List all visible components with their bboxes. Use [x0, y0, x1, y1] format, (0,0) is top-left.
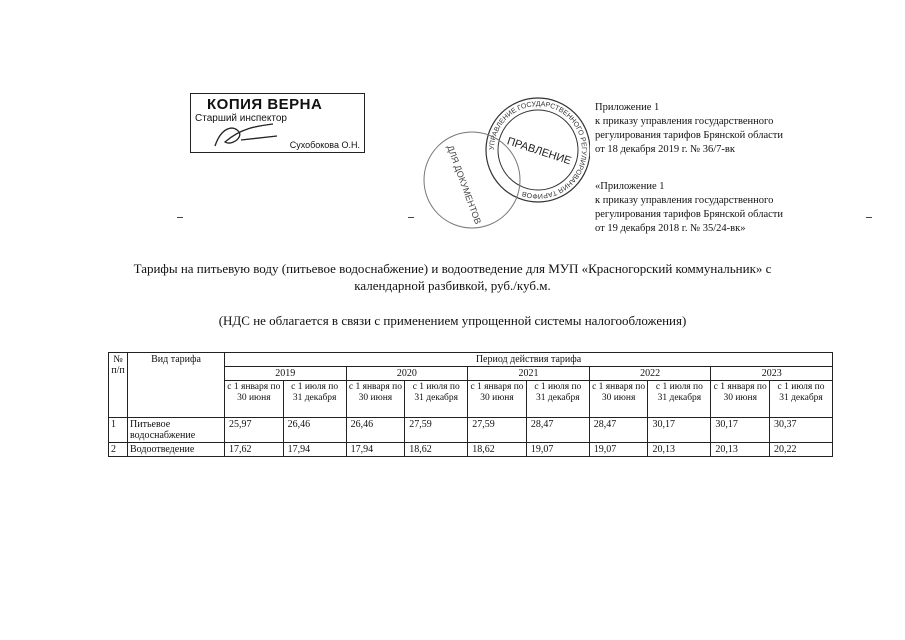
- header-half-first: с 1 января по 30 июня: [468, 381, 527, 418]
- tariff-value: 17,94: [283, 443, 346, 457]
- table-row: [109, 443, 833, 457]
- appendix-line: к приказу управления государственного: [595, 195, 774, 206]
- header-half-first: с 1 января по 30 июня: [711, 381, 770, 418]
- appendix-line: регулирования тарифов Брянской области: [595, 130, 783, 141]
- header-half-first: с 1 января по 30 июня: [225, 381, 284, 418]
- tariff-value: 28,47: [526, 418, 589, 443]
- tariff-value: 27,59: [405, 418, 468, 443]
- title-line-1: Тарифы на питьевую воду (питьевое водоснабжение) и водоотведение для МУП «Красногорский коммунальник» с: [133, 261, 772, 276]
- appendix-line: от 19 декабря 2018 г. № 35/24-вк»: [595, 223, 746, 234]
- appendix-line: Приложение 1: [595, 102, 660, 113]
- row-no: 2: [109, 443, 128, 457]
- tariff-value: 26,46: [346, 418, 405, 443]
- title-line-2: календарной разбивкой, руб./куб.м.: [354, 278, 551, 293]
- header-year: 2021: [468, 367, 590, 381]
- header-half-second: с 1 июля по 31 декабря: [770, 381, 833, 418]
- scan-mark: [177, 217, 183, 218]
- seal-ring-text: УПРАВЛЕНИЕ ГОСУДАРСТВЕННОГО РЕГУЛИРОВАНИЯ ТАРИФОВ: [488, 100, 588, 200]
- header-year: 2022: [589, 367, 711, 381]
- tariff-table: [108, 352, 833, 457]
- header-year: 2020: [346, 367, 468, 381]
- tariff-value: 28,47: [589, 418, 648, 443]
- appendix-line: к приказу управления государственного: [595, 116, 774, 127]
- header-period: Период действия тарифа: [225, 353, 833, 367]
- tariff-value: 30,37: [770, 418, 833, 443]
- header-half-second: с 1 июля по 31 декабря: [648, 381, 711, 418]
- tariff-value: 30,17: [711, 418, 770, 443]
- scan-mark: [408, 217, 414, 218]
- tariff-value: 20,13: [711, 443, 770, 457]
- header-half-first: с 1 января по 30 июня: [589, 381, 648, 418]
- header-year: 2019: [225, 367, 347, 381]
- tariff-value: 27,59: [468, 418, 527, 443]
- copy-certified-stamp: [190, 93, 365, 153]
- tariff-value: 20,13: [648, 443, 711, 457]
- seal-side-word: ДЛЯ ДОКУМЕНТОВ: [445, 143, 484, 226]
- scan-mark: [866, 217, 872, 218]
- tariff-value: 17,94: [346, 443, 405, 457]
- document-title: [80, 260, 825, 294]
- appendix-line: регулирования тарифов Брянской области: [595, 209, 783, 220]
- appendix-current: [595, 101, 783, 157]
- row-type: Водоотведение: [128, 443, 225, 457]
- appendix-line: «Приложение 1: [595, 181, 665, 192]
- appendix-line: от 18 декабря 2019 г. № 36/7-вк: [595, 144, 735, 155]
- tariff-value: 20,22: [770, 443, 833, 457]
- appendix-previous: [595, 180, 783, 236]
- header-half-second: с 1 июля по 31 декабря: [405, 381, 468, 418]
- tariff-value: 19,07: [589, 443, 648, 457]
- stamp-title: КОПИЯ ВЕРНА: [207, 96, 323, 113]
- official-seal-icon: [410, 62, 590, 232]
- header-no: № п/п: [109, 353, 128, 418]
- stamp-name: Сухобокова О.Н.: [289, 140, 360, 150]
- vat-note: (НДС не облагается в связи с применением упрощенной системы налогообложения): [218, 313, 687, 328]
- stamp-role: Старший инспектор: [195, 113, 287, 124]
- header-year: 2023: [711, 367, 833, 381]
- row-no: 1: [109, 418, 128, 443]
- tariff-value: 25,97: [225, 418, 284, 443]
- header-type: Вид тарифа: [128, 353, 225, 418]
- tariff-value: 18,62: [468, 443, 527, 457]
- signature-icon: [211, 118, 281, 152]
- seal-center-word: ПРАВЛЕНИЕ: [505, 135, 573, 168]
- tariff-value: 19,07: [526, 443, 589, 457]
- header-half-first: с 1 января по 30 июня: [346, 381, 405, 418]
- header-half-second: с 1 июля по 31 декабря: [283, 381, 346, 418]
- table-row: [109, 418, 833, 443]
- tariff-value: 17,62: [225, 443, 284, 457]
- tariff-value: 18,62: [405, 443, 468, 457]
- tariff-value: 30,17: [648, 418, 711, 443]
- row-type: Питьевое водоснабжение: [128, 418, 225, 443]
- header-half-second: с 1 июля по 31 декабря: [526, 381, 589, 418]
- tariff-value: 26,46: [283, 418, 346, 443]
